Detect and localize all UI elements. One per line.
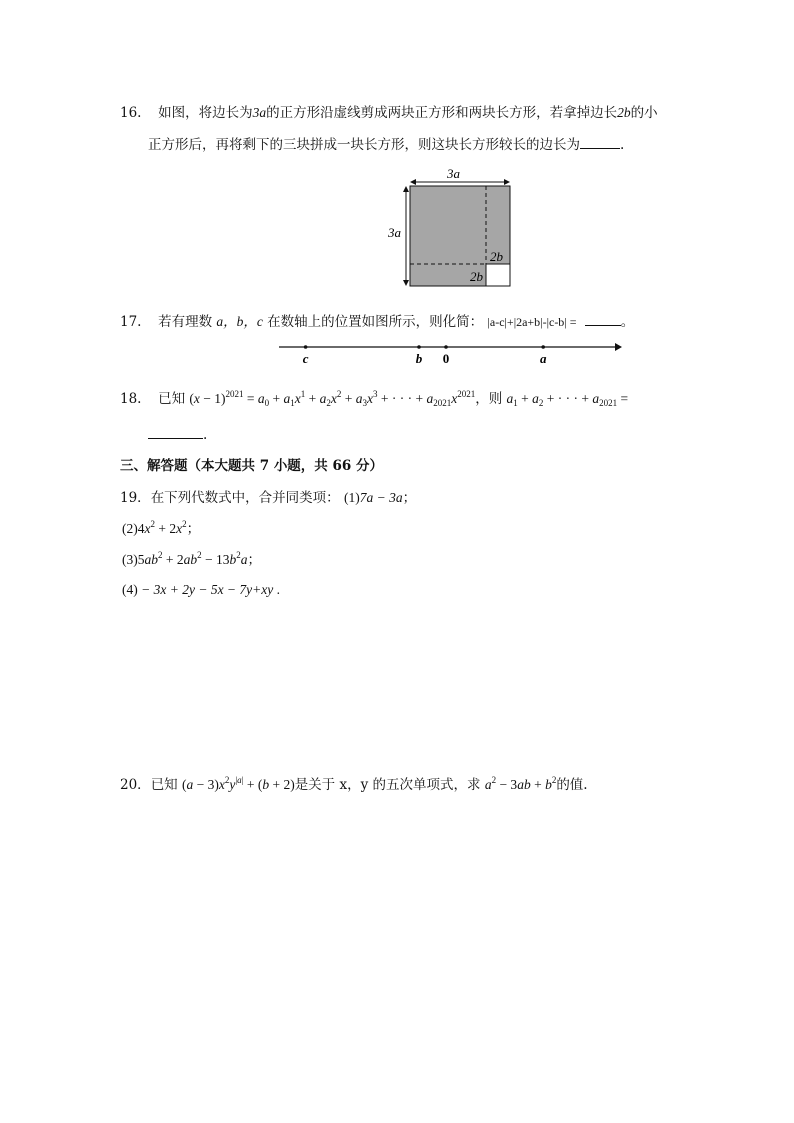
q19-number: 19． <box>120 490 151 506</box>
q19-p1-expr: 7a − 3a <box>359 490 403 505</box>
section-title-b: 本大题共 <box>201 458 255 474</box>
q20-text-c: 的值. <box>556 777 588 793</box>
q17-expression: |a-c|+|2a+b|-|c-b| = <box>487 315 577 329</box>
q18-line1 <box>120 389 628 409</box>
q17-text-b: 在数轴上的位置如图所示，则化简： <box>267 314 484 330</box>
q16-removed-small-square <box>486 264 510 286</box>
q17-point-b <box>417 345 421 349</box>
q17-point-a <box>541 345 545 349</box>
q17-end: 。 <box>620 314 635 330</box>
q16-end: . <box>620 137 625 153</box>
q20-monomial: $(a - 3)x^2y^{|a|} + (b + 2)$ <box>181 775 295 792</box>
q17-point-label-b: b <box>415 351 423 366</box>
q19-semi-1: ； <box>402 490 417 506</box>
q19-part3: $(3)5ab^2 + 2ab^2 - 13b^2a$； <box>122 550 261 567</box>
q16-label-top: 3a <box>447 166 460 181</box>
q19-end: . <box>276 582 281 597</box>
q20-text-b: 是关于 x，y 的五次单项式，求 <box>294 777 481 793</box>
q18-text-a: 已知 <box>158 391 186 407</box>
q16-text-b: 的正方形沿虚线剪成两块正方形和两块长方形，若拿掉边长 <box>266 105 618 121</box>
section-score: 66 <box>332 458 352 474</box>
q17-point-label-a: a <box>539 351 547 366</box>
q19-p4-expr: − 3x + 2y − 5x − 7y+xy <box>141 582 274 597</box>
q19-p3-label: (3) <box>122 552 138 567</box>
q18-answer-blank <box>148 424 203 439</box>
q19-line <box>120 488 416 508</box>
q19-p4-label: (4) <box>122 582 138 597</box>
q19-part2: $(2)4x^2 + 2x^2$； <box>122 519 201 536</box>
q17-text-a: 若有理数 <box>158 314 213 330</box>
section-title-c: 小题，共 <box>273 458 328 474</box>
q17-point-zero <box>444 345 448 349</box>
q17-line <box>120 311 634 332</box>
q19-text: 在下列代数式中，合并同类项： <box>150 490 340 506</box>
q20-line <box>120 775 588 795</box>
q16-line2 <box>148 134 624 155</box>
q19-p2-label: (2) <box>122 521 138 536</box>
q19-p1-label: (1) <box>343 490 360 505</box>
q16-line1 <box>120 103 658 123</box>
q18-text-b: ，则 <box>475 391 503 407</box>
section-title-d: 分） <box>356 458 384 474</box>
q16-number: 16. <box>120 105 142 121</box>
q18-line2 <box>148 424 207 445</box>
q19-part1 <box>344 490 403 505</box>
q16-label-right-2b: 2b <box>490 249 503 264</box>
q17-point-c <box>304 345 308 349</box>
q16-small-side: 2b <box>617 105 631 120</box>
section-title-a: 三、解答题（ <box>120 458 201 474</box>
q17-point-label-zero: 0 <box>442 351 450 366</box>
q18-end: . <box>203 427 208 443</box>
q16-label-left: 3a <box>388 225 401 240</box>
q19-part4 <box>122 580 280 600</box>
q19-semi-2: ； <box>186 521 201 536</box>
q20-number: 20． <box>120 777 151 793</box>
q16-side: 3a <box>252 105 267 120</box>
q20-target-expression: $a^2 - 3ab + b^2$ <box>484 775 557 792</box>
q17-answer-blank <box>585 311 621 326</box>
q16-text-c: 的小 <box>630 105 658 121</box>
q17-number-line <box>275 338 625 368</box>
section-title <box>120 456 383 476</box>
q16-label-bottom-2b: 2b <box>470 269 483 284</box>
q17-vars: a，b，c <box>216 314 263 329</box>
q20-text-a: 已知 <box>150 777 178 793</box>
q16-text-line2: 正方形后，再将剩下的三块拼成一块长方形，则这块长方形较长的边长为 <box>148 137 580 153</box>
q16-text-a: 如图，将边长为 <box>158 105 253 121</box>
q16-square-figure <box>384 165 524 293</box>
q17-point-label-c: c <box>302 351 309 366</box>
q18-number: 18. <box>120 391 142 407</box>
q17-number: 17. <box>120 314 142 330</box>
q19-semi-3: ； <box>247 552 261 567</box>
q16-answer-blank <box>580 134 620 149</box>
q17-axis-arrow <box>615 343 622 351</box>
section-count: 7 <box>259 458 270 474</box>
q18-equation: $(x - 1)^{2021} = a_0 + a_1x^1 + a_2x^2 + a_3x^3$ + · · · + $a_{2021}x^{2021}$ <box>189 389 476 408</box>
q18-sum-expression: $a_1 + a_2$ + · · · + $a_{2021}$ = <box>506 391 629 408</box>
